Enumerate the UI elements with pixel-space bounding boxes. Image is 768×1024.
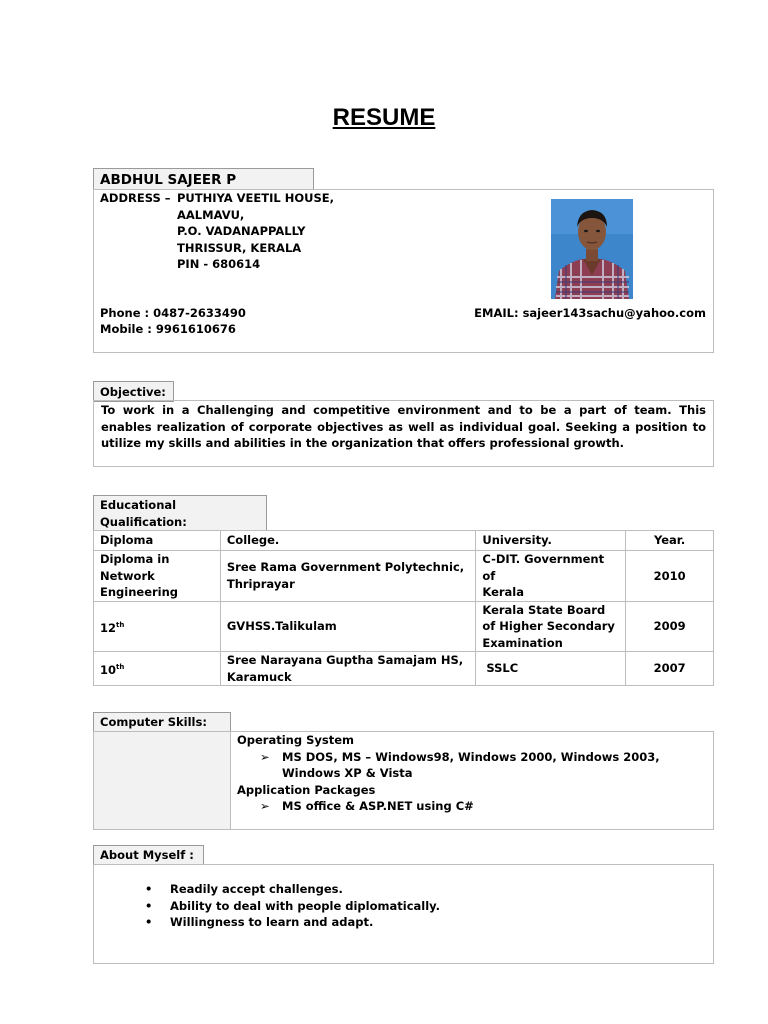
profile-photo	[551, 199, 633, 299]
cell-line: C-DIT. Government of	[482, 552, 605, 583]
phone-number: Phone : 0487-2633490	[100, 306, 246, 320]
objective-label	[93, 381, 174, 402]
table-cell	[476, 601, 626, 652]
list-item	[145, 914, 440, 931]
skills-left-cell	[93, 731, 231, 830]
objective-text: To work in a Challenging and competitive environment and to be a part of team. This enables realization of corporate objectives as well as individual goal. Seeking a position to utilize my skills and abilities in the organization that offers professional growth.	[101, 403, 706, 450]
education-table	[93, 530, 714, 686]
address-line: PIN - 680614	[177, 257, 261, 271]
header-cell: University.	[476, 531, 626, 551]
address-line: AALMAVU,	[177, 207, 245, 222]
about-item-text: Willingness to learn and adapt.	[170, 915, 374, 929]
table-cell	[220, 551, 476, 602]
table-cell: 2009	[626, 601, 714, 652]
bullet-icon: •	[145, 898, 153, 913]
table-cell	[94, 601, 221, 652]
cell-line: Network	[100, 568, 155, 583]
arrow-bullet-icon: ➢	[260, 749, 270, 764]
cell-line: Thriprayar	[226, 576, 295, 591]
about-item-text: Ability to deal with people diplomatically.	[170, 898, 440, 913]
cell-line: SSLC	[486, 661, 519, 676]
objective-box	[93, 400, 714, 467]
table-cell	[94, 551, 221, 602]
address-label: ADDRESS –	[100, 191, 171, 205]
list-item	[145, 898, 440, 915]
cell-line: Karamuck	[226, 669, 292, 684]
list-item-continuation: Windows XP & Vista	[282, 766, 413, 780]
skills-content	[237, 732, 660, 815]
header-cell: College.	[220, 531, 476, 551]
about-item-text: Readily accept challenges.	[170, 882, 343, 896]
cell-superscript: th	[116, 662, 125, 671]
cell-line: Examination	[482, 635, 563, 650]
address-line: PUTHIYA VEETIL HOUSE,	[177, 191, 334, 205]
table-cell	[476, 652, 626, 686]
cell-line: Diploma in	[100, 552, 170, 566]
list-item	[237, 749, 660, 766]
table-cell: 2010	[626, 551, 714, 602]
computer-skills-label	[93, 712, 231, 732]
bullet-icon: •	[145, 882, 153, 896]
email-address[interactable]: EMAIL: sajeer143sachu@yahoo.com	[474, 306, 706, 320]
page-title: RESUME	[332, 104, 436, 131]
cell-text: 12	[100, 620, 117, 635]
education-label	[93, 495, 267, 531]
cell-text: 10	[100, 662, 117, 677]
computer-skills-label-text: Computer Skills:	[100, 715, 207, 729]
table-cell	[220, 652, 476, 686]
cell-line: of Higher Secondary	[482, 619, 615, 633]
cell-line: Sree Rama Government Polytechnic,	[226, 560, 465, 575]
bullet-icon: •	[145, 915, 153, 929]
header-cell: Diploma	[94, 531, 221, 551]
os-heading: Operating System	[237, 733, 355, 747]
candidate-name: ABDHUL SAJEER P	[100, 172, 237, 188]
name-header	[93, 168, 314, 190]
objective-label-text: Objective:	[100, 385, 166, 399]
address-line: THRISSUR, KERALA	[177, 240, 302, 255]
table-row	[94, 601, 714, 652]
education-label-line: Educational	[100, 498, 177, 512]
cell-line: Kerala State Board	[482, 602, 606, 617]
list-item	[237, 798, 660, 815]
table-header-row	[94, 531, 714, 551]
address-block	[177, 190, 334, 273]
arrow-bullet-icon: ➢	[260, 799, 270, 813]
list-item	[145, 881, 440, 898]
table-row	[94, 551, 714, 602]
about-label	[93, 845, 204, 865]
app-list-text: MS office & ASP.NET using C#	[282, 799, 474, 813]
os-list-text: MS DOS, MS – Windows98, Windows 2000, Windows 2003,	[282, 749, 660, 764]
education-label-line: Qualification:	[100, 514, 187, 529]
header-cell: Year.	[626, 531, 714, 551]
address-line: P.O. VADANAPPALLY	[177, 224, 306, 238]
about-list	[145, 881, 440, 931]
about-label-text: About Myself :	[100, 848, 194, 862]
cell-line: Sree Narayana Guptha Samajam HS,	[226, 653, 464, 667]
cell-superscript: th	[116, 620, 125, 629]
cell-line: Engineering	[100, 585, 179, 599]
table-cell	[94, 652, 221, 686]
mobile-number: Mobile : 9961610676	[100, 322, 236, 336]
cell-line: GVHSS.Talikulam	[226, 619, 337, 633]
cell-line: Kerala	[482, 585, 525, 599]
portrait-image	[551, 199, 633, 299]
app-heading: Application Packages	[237, 782, 376, 797]
table-cell	[476, 551, 626, 602]
table-row	[94, 652, 714, 686]
table-cell	[220, 601, 476, 652]
table-cell: 2007	[626, 652, 714, 686]
